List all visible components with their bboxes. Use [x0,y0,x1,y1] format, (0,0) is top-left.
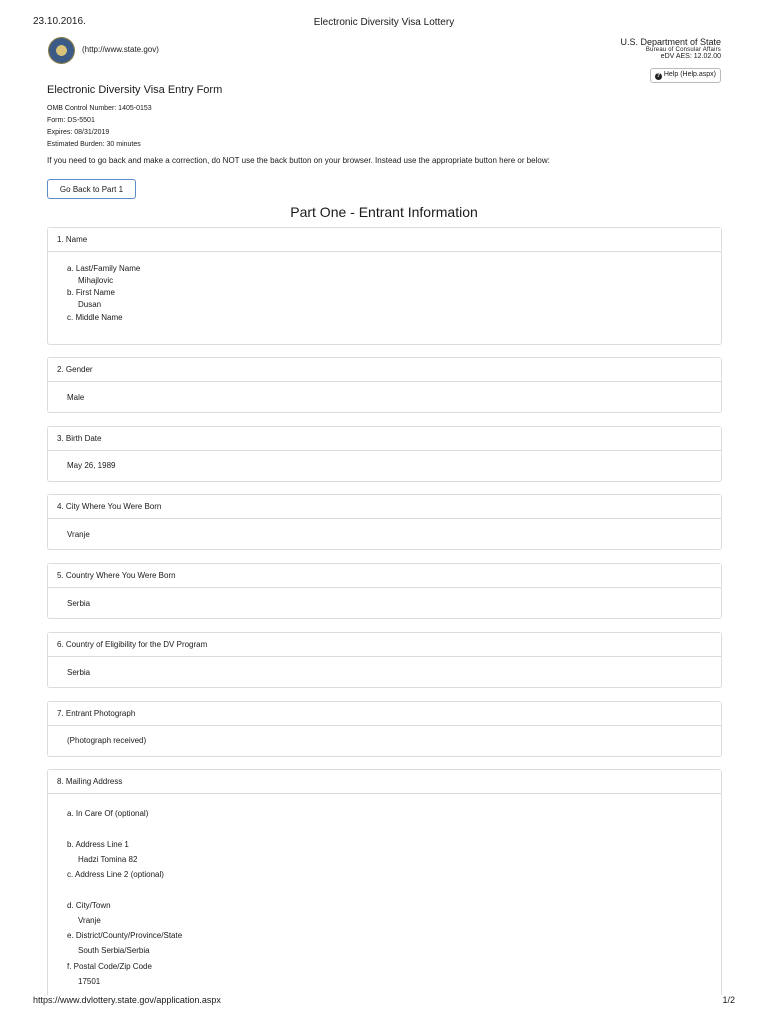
postal-code-label: f. Postal Code/Zip Code [67,962,152,971]
panel-heading: 7. Entrant Photograph [48,702,721,726]
district-label: e. District/County/Province/State [67,931,183,940]
instructions-text: If you need to go back and make a correction, do NOT use the back button on your browser. Instead use the appropriate button here or below: [47,156,550,165]
birth-country-value: Serbia [67,599,91,608]
birth-country-panel [47,563,722,619]
mailing-address-panel [47,769,722,995]
form-number: Form: DS-5501 [47,117,95,124]
first-name-label: b. First Name [67,288,116,297]
print-date: 23.10.2016. [33,16,86,27]
address-line2-label: c. Address Line 2 (optional) [67,870,164,879]
address-line1-value: Hadzi Tomina 82 [78,855,138,864]
address-line1-label: b. Address Line 1 [67,840,129,849]
birth-city-panel [47,494,722,550]
panel-heading: 2. Gender [48,358,721,382]
middle-name-label: c. Middle Name [67,313,123,322]
help-button[interactable] [650,68,721,83]
city-value: Vranje [78,916,101,925]
state-gov-link[interactable]: (http://www.state.gov) [82,45,159,54]
gender-value: Male [67,393,85,402]
print-title: Electronic Diversity Visa Lottery [313,17,455,28]
eligibility-country-panel [47,632,722,688]
bureau-name: Bureau of Consular Affairs [645,47,721,53]
state-department-seal-icon[interactable] [48,37,75,64]
eligibility-country-value: Serbia [67,668,91,677]
last-name-label: a. Last/Family Name [67,264,141,273]
birth-city-value: Vranje [67,530,90,539]
go-back-to-part-1-button[interactable]: Go Back to Part 1 [47,179,136,199]
last-name-value: Mihajlovic [78,276,114,285]
print-page-number: 1/2 [722,995,735,1005]
panel-heading: 1. Name [48,228,721,252]
panel-heading: 6. Country of Eligibility for the DV Program [48,633,721,657]
panel-heading: 5. Country Where You Were Born [48,564,721,588]
first-name-value: Dusan [78,300,102,309]
panel-heading: 4. City Where You Were Born [48,495,721,519]
question-circle-icon: ? [656,73,661,79]
estimated-burden: Estimated Burden: 30 minutes [47,141,141,148]
district-value: South Serbia/Serbia [78,946,150,955]
photograph-status: (Photograph received) [67,736,147,745]
name-panel [47,227,722,345]
part-title: Part One - Entrant Information [290,204,478,220]
department-block [620,37,721,60]
omb-control-number: OMB Control Number: 1405-0153 [47,105,152,112]
help-label: Help (Help.aspx) [663,71,716,78]
form-expiry: Expires: 08/31/2019 [47,129,110,136]
birth-date-panel [47,426,722,482]
entrant-photograph-panel [47,701,722,757]
postal-code-value: 17501 [78,977,101,986]
panel-heading: 8. Mailing Address [48,770,721,794]
department-name: U.S. Department of State [620,37,721,47]
city-label: d. City/Town [67,901,111,910]
print-url: https://www.dvlottery.state.gov/application.aspx [33,995,221,1005]
birth-date-value: May 26, 1989 [67,461,116,470]
care-of-label: a. In Care Of (optional) [67,809,149,818]
form-title: Electronic Diversity Visa Entry Form [47,84,223,96]
panel-heading: 3. Birth Date [48,427,721,451]
system-version: eDV AES: 12.02.00 [660,53,721,60]
gender-panel [47,357,722,413]
